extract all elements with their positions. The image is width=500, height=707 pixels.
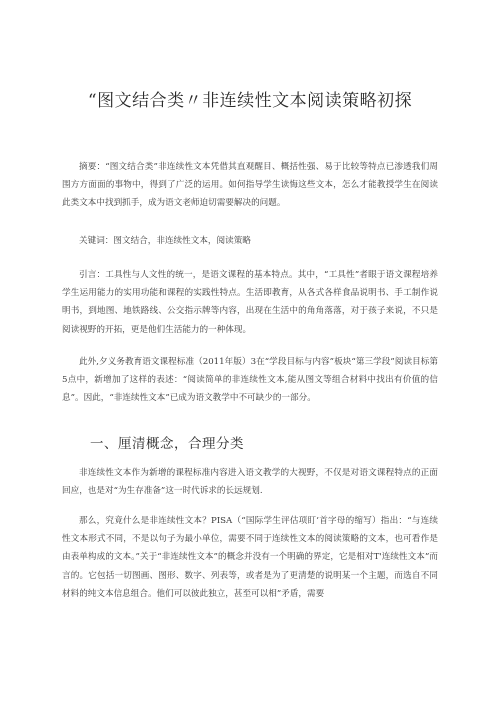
keywords-paragraph: 关键词：图文结合，非连续性文本，阅读策略 (79, 236, 251, 246)
section1-paragraph-1: 非连续性文本作为新增的课程标准内容进入语文教学的大视野，不仅是对语文课程特点的正面回应，也是对“为生存准备”这一时代诉求的长远规划. (62, 468, 438, 497)
section-heading: 一、厘清概念，合理分类 (90, 436, 244, 452)
intro-paragraph: 引言：工具性与人文性的统一，是语文课程的基本特点。其中，“工具性”者眼于语文课程培养学生运用能力的实用功能和课程的实践性特点。生活即教育，从各式各样食品说明书、手工制作说明书，到地图、地铁路线、公交指示牌等内容，出现在生活中的角角落落，对于孩子来说，不只是阅读视野的开拓，更是他们生活能力的一种体现。 (62, 270, 438, 335)
curriculum-standard-paragraph: 此外,夕义务教育语文课程标准（2011年版）3在“学段目标与内容”板块“第三学段”阅读目标第5点中，新增加了这样的表述：“阅读简单的非连续性文本,能从图文等组合材料中找出有价值的信息”。因此，“非连续性文本”已成为语文教学中不可缺少的一部分。 (62, 357, 438, 404)
abstract-paragraph: 摘要：“图文结合类”非连续性文本凭借其直观醒目、概括性强、易于比较等特点已渗透我们周围方方面面的事物中，得到了广泛的运用。如何指导学生读悔这些文本，怎么才能教授学生在阅读此类文本中找到抓手，成为语文老师迫切需要解决的问题。 (62, 162, 438, 209)
section1-paragraph-2: 那么，究竟什么是非连续性文本？PISA（“国际学生评估项盯’首字母的缩写）指出：“与连续性文本形式不同，不是以句子为最小单位，需要不同于连续性文本的阅读策略的文本，也可看作是由表单构成的文本。”关于“非连续性文本”的概念并没有一个明确的界定，它是相对T'连续性文本”而言的。它包括一切图画、图形、数字、列表等，或者是为了更清楚的说明某一个主题，而选自不同材料的纯文本信息组合。他们可以彼此独立，甚至可以相”矛盾，需要 (62, 516, 438, 599)
document-title: “图文结合类〃非连续性文本阅读策略初探 (87, 91, 413, 111)
